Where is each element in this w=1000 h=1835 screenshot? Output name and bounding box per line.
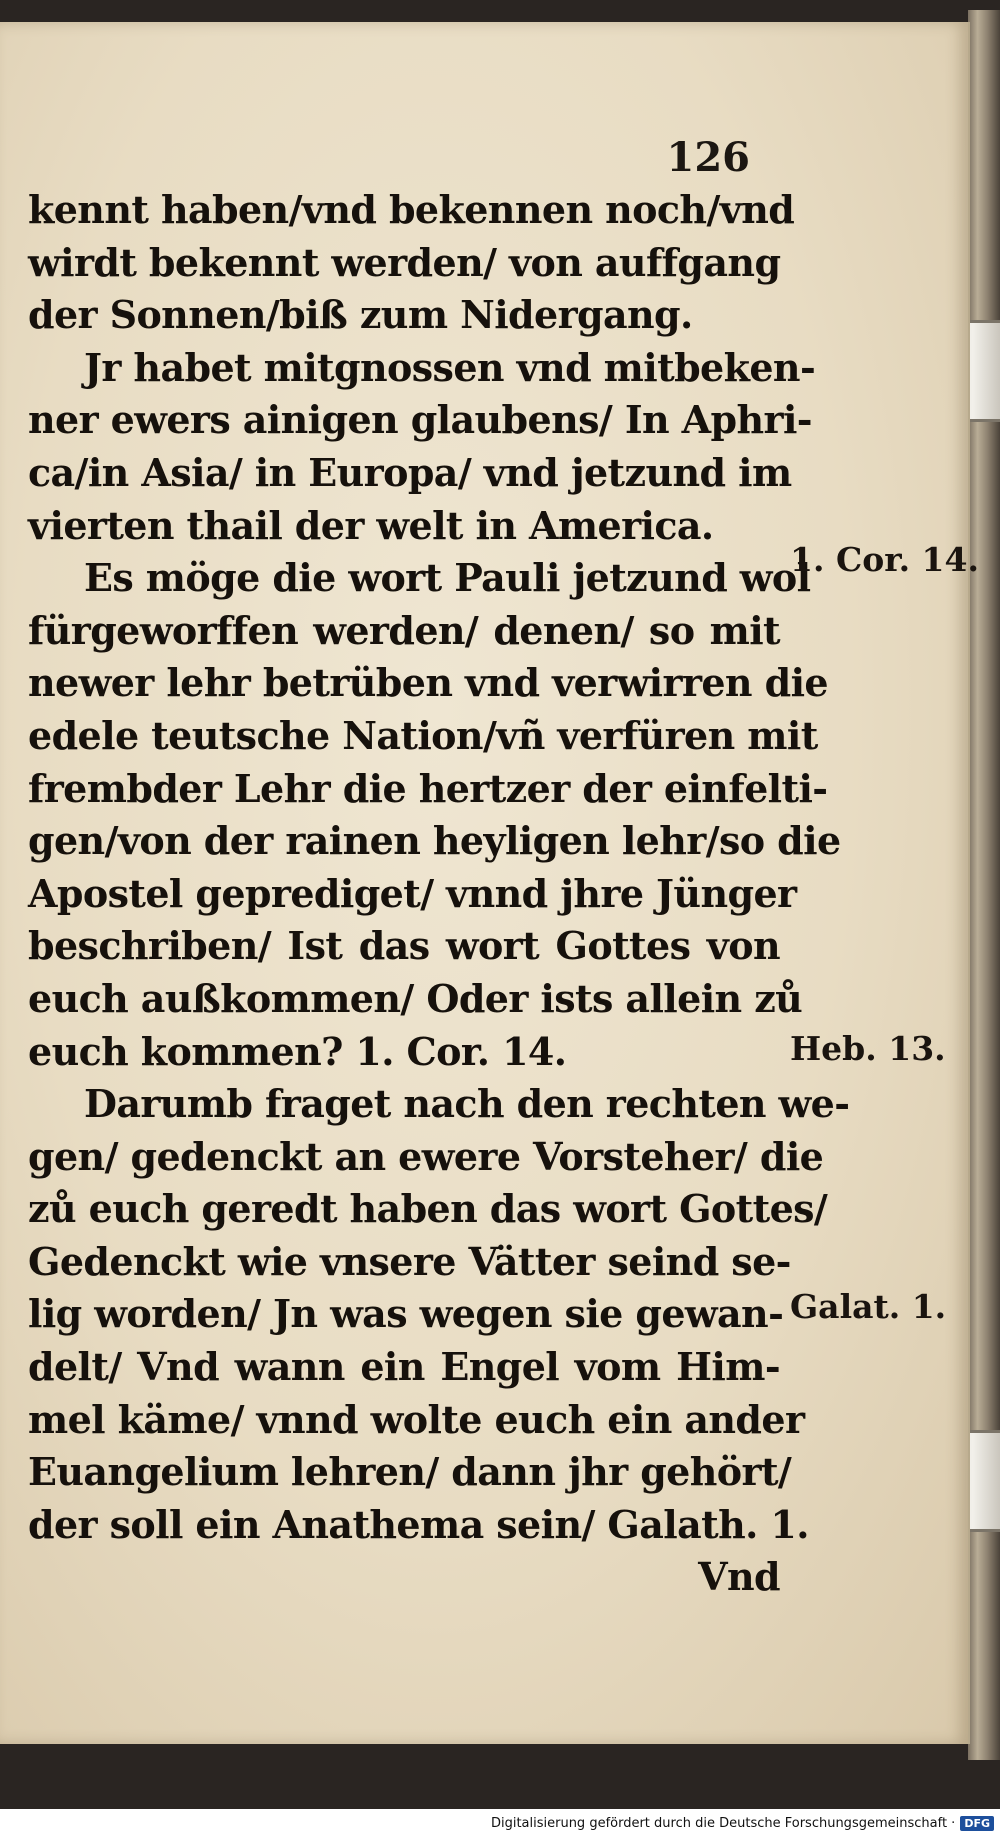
text-line: fürgeworffen werden/ denen/ so mit: [28, 607, 780, 653]
text-line: wirdt bekennt werden/ von auffgang: [28, 239, 781, 285]
margin-note: Galat. 1.: [790, 1287, 947, 1326]
text-line: ner ewers ainigen glaubens/ In Aphri-: [28, 397, 812, 443]
text-line: der Sonnen/biß zum Nidergang.: [28, 292, 693, 338]
text-line: Apostel geprediget/ vnnd jhre Jünger: [28, 870, 797, 916]
paper-page: [0, 22, 979, 1744]
text-line: euch außkommen/ Oder ists allein zů: [28, 975, 803, 1021]
text-line: euch kommen? 1. Cor. 14.: [28, 1028, 567, 1074]
text-line: delt/ Vnd wann ein Engel vom Him-: [28, 1344, 780, 1390]
funding-credit: [491, 1816, 994, 1831]
margin-note: Heb. 13.: [790, 1029, 946, 1068]
margin-note: 1. Cor. 14.: [790, 540, 979, 579]
text-line: gen/von der rainen heyligen lehr/so die: [28, 818, 841, 864]
text-line: frembder Lehr die hertzer der einfelti-: [28, 765, 828, 811]
text-line: mel käme/ vnnd wolte euch ein ander: [28, 1396, 805, 1442]
body-text: [28, 184, 850, 1604]
text-line: Euangelium lehren/ dann jhr gehört/: [28, 1449, 792, 1495]
footer-bar: [0, 1809, 1000, 1835]
text-line: lig worden/ Jn was wegen sie gewan-: [28, 1291, 784, 1337]
page-number: 126: [666, 134, 750, 181]
text-line: newer lehr betrüben vnd verwirren die: [28, 660, 828, 706]
text-line: vierten thail der welt in America.: [28, 502, 714, 548]
text-line: kennt haben/vnd bekennen noch/vnd: [28, 187, 795, 232]
text-line: Es möge die wort Pauli jetzund wol: [84, 555, 811, 601]
text-line: der soll ein Anathema sein/ Galath. 1.: [28, 1501, 809, 1547]
text-line: ca/in Asia/ in Europa/ vnd jetzund im: [28, 449, 792, 495]
text-line: zů euch geredt haben das wort Gottes/: [28, 1186, 828, 1232]
credit-text: Digitalisierung gefördert durch die Deutsche Forschungsgemeinschaft ·: [490, 1816, 956, 1831]
text-line: gen/ gedenckt an ewere Vorsteher/ die: [28, 1133, 824, 1179]
text-line: Gedenckt wie vnsere Vätter seind se-: [28, 1238, 791, 1284]
text-line: Jr habet mitgnossen vnd mitbeken-: [84, 344, 816, 390]
text-line: edele teutsche Nation/vñ verfüren mit: [28, 712, 818, 758]
book-edge: [968, 10, 1000, 1760]
catchword: Vnd: [698, 1554, 780, 1600]
dfg-logo-icon: DFG: [960, 1816, 994, 1831]
text-line: Darumb fraget nach den rechten we-: [84, 1081, 850, 1127]
text-line: beschriben/ Ist das wort Gottes von: [28, 923, 780, 969]
